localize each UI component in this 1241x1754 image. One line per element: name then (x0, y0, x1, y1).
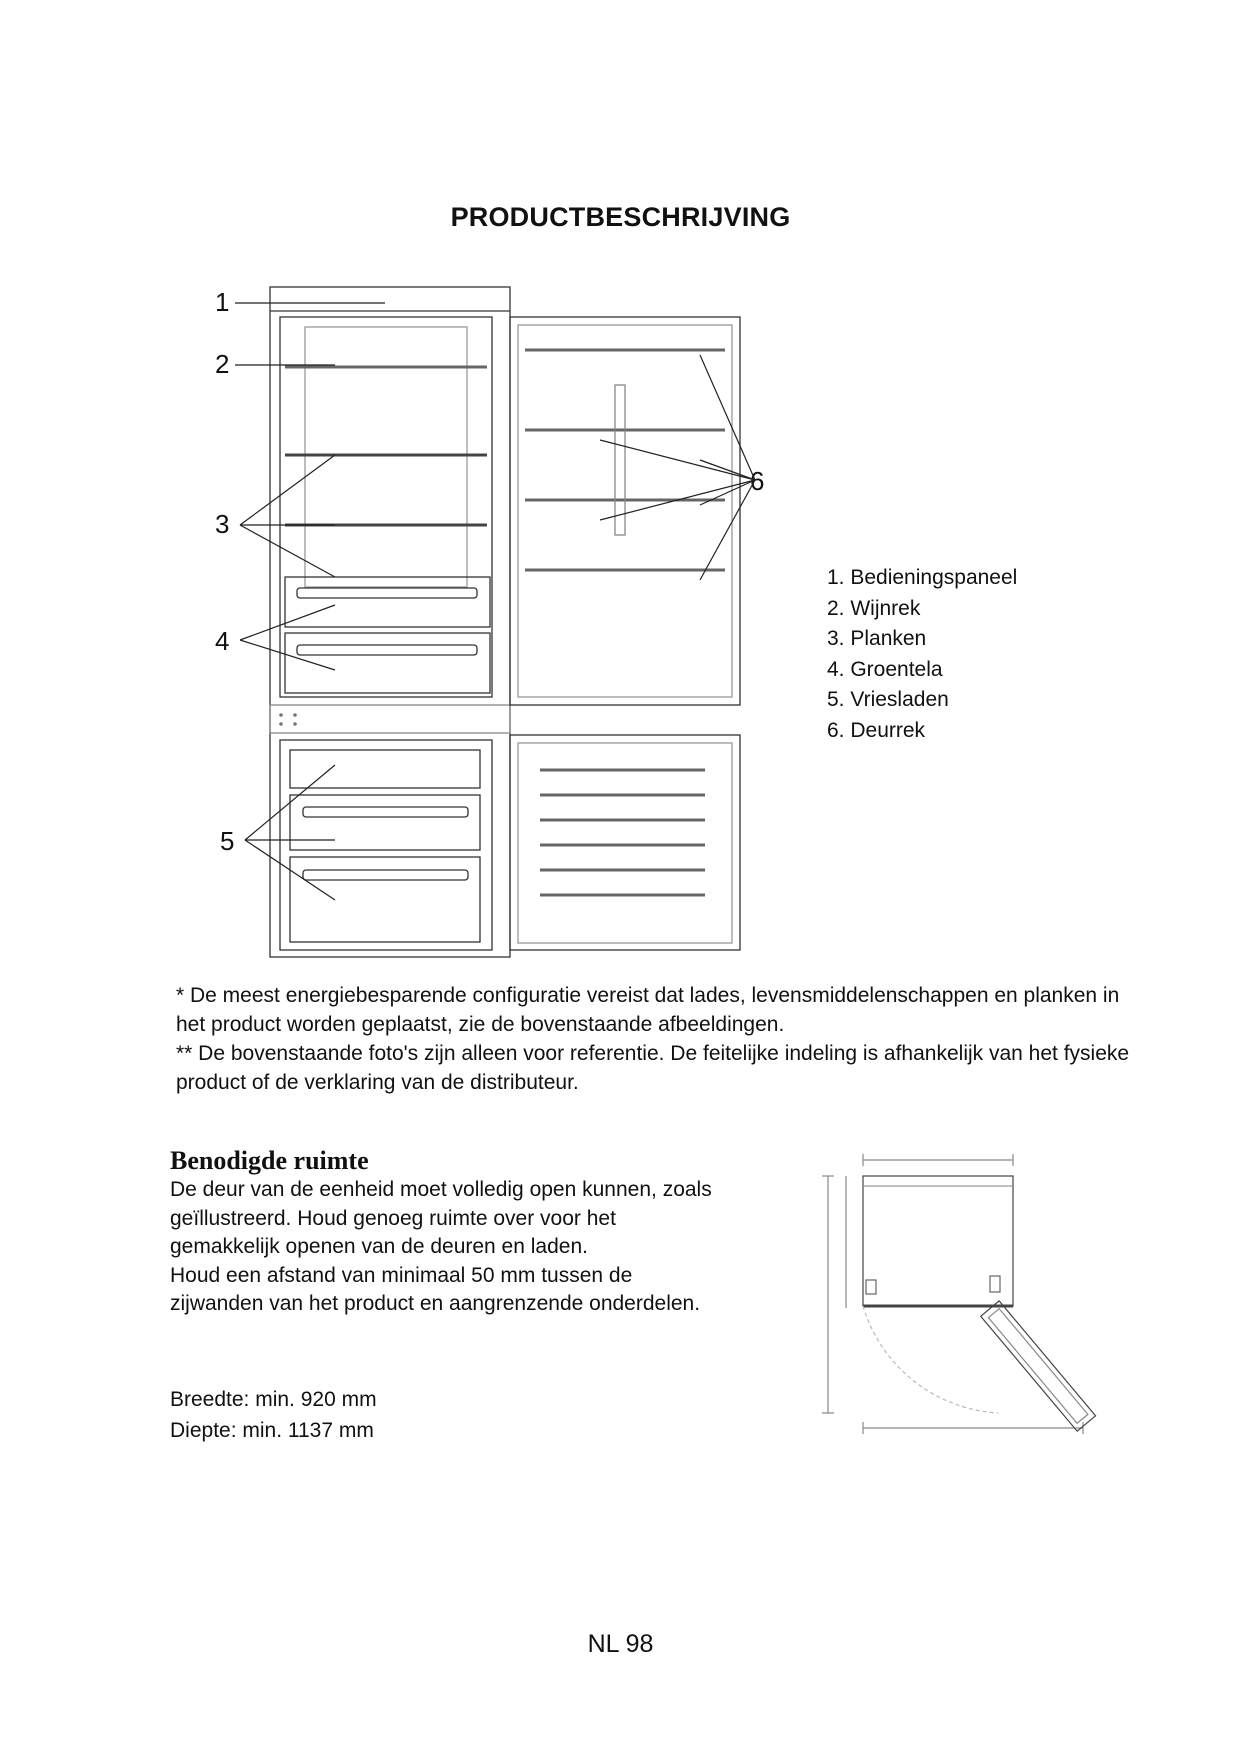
section-heading: Benodigde ruimte (170, 1146, 369, 1175)
part-item: 4. Groentela (827, 657, 943, 681)
page-number: NL 98 (587, 1630, 654, 1658)
part-item: 6. Deurrek (827, 718, 926, 742)
space-paragraph-distance: Houd een afstand van minimaal 50 mm tussen de zijwanden van het product en aangrenzende onderdelen. (170, 1263, 701, 1315)
footnote-reference: ** De bovenstaande foto's zijn alleen voor referentie. De feitelijke indeling is afhankelijk van het fysieke product of de verklaring van de distributeur. (176, 1042, 1130, 1094)
space-paragraph-door: De deur van de eenheid moet volledig open kunnen, zoals geïllustreerd. Houd genoeg ruimte over voor het gemakkelijk openen van de deuren en laden. (170, 1178, 712, 1258)
callout-2: 2 (215, 349, 230, 379)
footnotes (176, 981, 1136, 1097)
parts-list (827, 563, 1017, 747)
callout-5: 5 (220, 826, 235, 856)
space-requirements-text (170, 1176, 730, 1319)
callout-6: 6 (750, 466, 765, 496)
footnote-energy: * De meest energiebesparende configuratie vereist dat lades, levensmiddelenschappen en planken in het product worden geplaatst, zie de bovenstaande afbeeldingen. (176, 984, 1120, 1036)
callout-4: 4 (215, 626, 230, 656)
page-title: PRODUCTBESCHRIJVING (450, 202, 791, 232)
depth-requirement: Diepte: min. 1137 mm (170, 1419, 374, 1442)
callout-1: 1 (215, 287, 230, 317)
part-item: 2. Wijnrek (827, 596, 921, 620)
fridge-diagram (195, 275, 765, 975)
callout-3: 3 (215, 509, 230, 539)
part-item: 3. Planken (827, 627, 927, 651)
part-item: 5. Vriesladen (827, 688, 949, 712)
part-item: 1. Bedieningspaneel (827, 566, 1018, 589)
door-clearance-diagram (808, 1148, 1108, 1438)
width-requirement: Breedte: min. 920 mm (170, 1388, 377, 1411)
space-dimensions (170, 1384, 377, 1446)
